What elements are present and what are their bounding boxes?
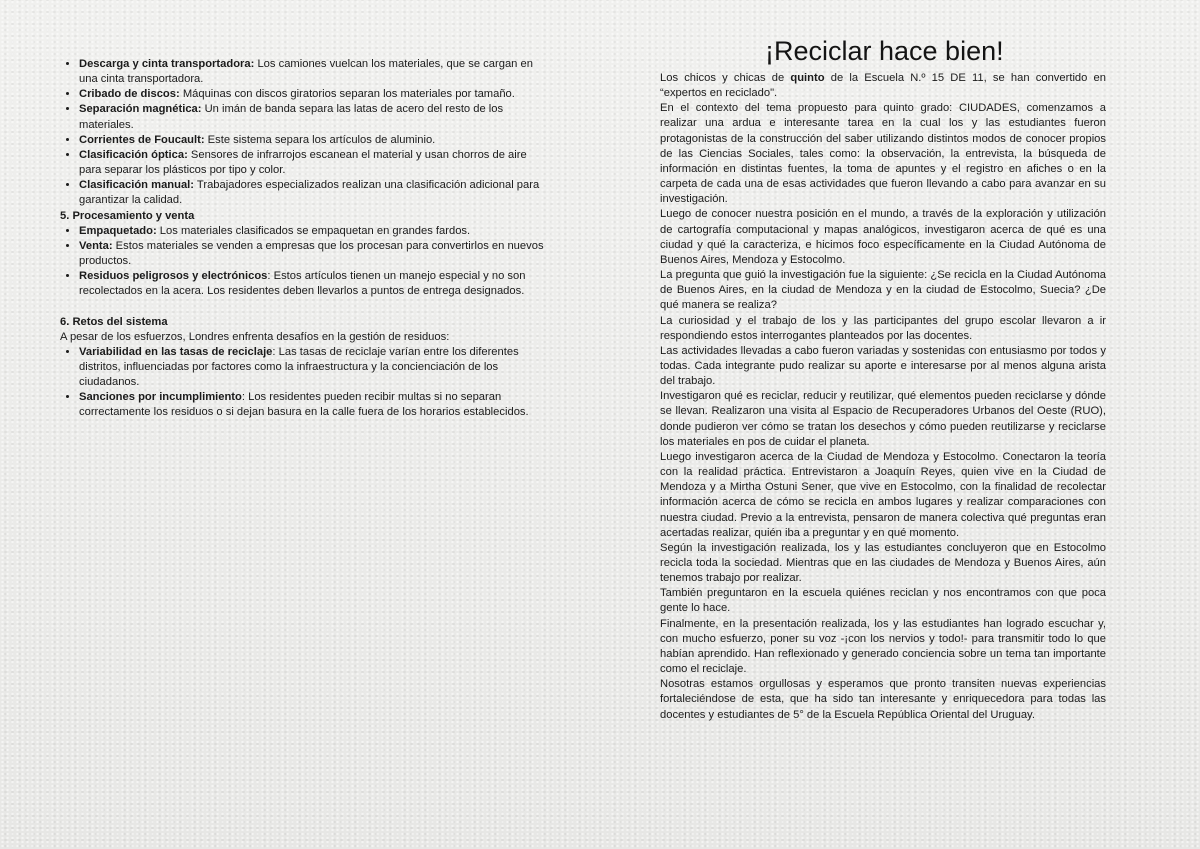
challenges-list [60,345,548,421]
list-item: • Residuos peligrosos y electrónicos: Estos artículos tienen un manejo especial y no son recolectados en la acera. Los residentes deben llevarlos a puntos de entrega designados. [79,269,548,299]
list-item: • Clasificación manual: Trabajadores especializados realizan una clasificación adicional para garantizar la calidad. [79,178,548,208]
spacer [60,300,548,315]
article-paragraph: Finalmente, en la presentación realizada, los y las estudiantes han logrado escuchar y, con mucho esfuerzo, poner su voz -¡con los nervios y todo!- para transmitir todo lo que habían aprendido. Han reflexionado y generado conciencia sobre un tema tan importante como el reciclaje. [660,617,1106,676]
article-paragraph: Investigaron qué es reciclar, reducir y reutilizar, qué elementos pueden reciclarse y dónde se llevan. Realizaron una visita al Espacio de Recuperadores Urbanos del Oeste (RUO), donde pudieron ver cómo se tratan los desechos y cómo pueden reutilizarse y reciclarse los materiales en pos de cuidar el planeta. [660,390,1106,448]
section-heading-6: 6. Retos del sistema [60,315,168,328]
list-item: • Empaquetado: Los materiales clasificados se empaquetan en grandes fardos. [79,224,548,239]
article-paragraph: Luego de conocer nuestra posición en el mundo, a través de la exploración y utilización de cartografía computacional y mapas analógicos, investigaron acerca de qué es una ciudad y qué la caracteriza, e hicimos foco específicamente en la Ciudad Autónoma de Buenos Aires, Mendoza y Estocolmo. [660,208,1106,266]
article-paragraph: En el contexto del tema propuesto para quinto grado: CIUDADES, comenzamos a realizar una ardua e interesante tarea en la cual los y las estudiantes fueron protagonistas de la construcción del saber utilizando distintos modos de conocer propios de las Ciencias Sociales, tales como: la observación, la entrevista, la búsqueda de información en distintas fuentes, la toma de apuntes y el registro en afiches o en la carpeta de cada una de esas actividades que fueron llevando a cabo para avanzar en su investigación. [660,102,1106,206]
processing-list [60,224,548,300]
list-item: • Venta: Estos materiales se venden a empresas que los procesan para convertirlos en nuevos productos. [79,239,548,269]
article-body [660,71,1106,723]
list-item: • Clasificación óptica: Sensores de infrarrojos escanean el material y usan chorros de aire para separar los plásticos por tipo y color. [79,148,548,178]
list-item: • Separación magnética: Un imán de banda separa las latas de acero del resto de los materiales. [79,102,548,132]
article-paragraph: Los chicos y chicas de quinto de la Escuela N.º 15 DE 11, se han convertido en “expertos en reciclado". [660,72,1106,100]
article-title: ¡Reciclar hace bien! [765,36,1004,66]
list-item: • Corrientes de Foucault: Este sistema separa los artículos de aluminio. [79,133,548,148]
article-paragraph: Luego investigaron acerca de la Ciudad de Mendoza y Estocolmo. Conectaron la teoría con la realidad práctica. Entrevistaron a Joaquín Reyes, quien vive en la Ciudad de Mendoza y a Mirtha Ostuni Sener, que vive en Estocolmo, con la finalidad de recolectar información acerca de cómo se recicla en ambos lugares y realizar comparaciones con nuestra ciudad. Previo a la entrevista, pensaron de manera colectiva qué preguntas eran acertadas realizar, quién iba a preguntar y en qué momento. [660,450,1106,539]
article-paragraph: También preguntaron en la escuela quiénes reciclan y nos encontramos con que poca gente lo hace. [660,587,1106,615]
left-column [60,57,548,421]
sorting-process-list [60,57,548,209]
article-paragraph: La curiosidad y el trabajo de los y las participantes del grupo escolar llevaron a ir respondiendo estos interrogantes planteados por las docentes. [660,314,1106,342]
article-paragraph: Nosotras estamos orgullosas y esperamos que pronto transiten nuevas experiencias fortaleciéndose de esta, que ha sido tan interesante y enriquecedora para todas las docentes y estudiantes de 5° de la Escuela República Oriental del Uruguay. [660,678,1106,721]
article-paragraph: La pregunta que guió la investigación fue la siguiente: ¿Se recicla en la Ciudad Autónoma de Buenos Aires, en la ciudad de Mendoza y en la ciudad de Estocolmo, Suecia? ¿De qué manera se realiza? [660,269,1106,312]
article-paragraph: Según la investigación realizada, los y las estudiantes concluyeron que en Estocolmo recicla toda la sociedad. Mientras que en las ciudades de Mendoza y Buenos Aires, aún tenemos trabajo por realizar. [660,541,1106,585]
section-heading-5: 5. Procesamiento y venta [60,209,195,222]
article-paragraph: Las actividades llevadas a cabo fueron variadas y sostenidas con entusiasmo por todos y todas. Cada integrante pudo realizar su aporte e interesarse por al menos alguna arista del trabajo. [660,344,1106,388]
section-intro: A pesar de los esfuerzos, Londres enfrenta desafíos en la gestión de residuos: [60,330,450,343]
list-item: • Descarga y cinta transportadora: Los camiones vuelcan los materiales, que se cargan en una cinta transportadora. [79,57,548,87]
list-item: • Cribado de discos: Máquinas con discos giratorios separan los materiales por tamaño. [79,87,548,102]
list-item: • Variabilidad en las tasas de reciclaje: Las tasas de reciclaje varían entre los diferentes distritos, influenciadas por factores como la infraestructura y la concienciación de los ciudadanos. [79,345,548,390]
list-item: • Sanciones por incumplimiento: Los residentes pueden recibir multas si no separan correctamente los residuos o si dejan basura en la calle fuera de los horarios establecidos. [79,390,548,420]
